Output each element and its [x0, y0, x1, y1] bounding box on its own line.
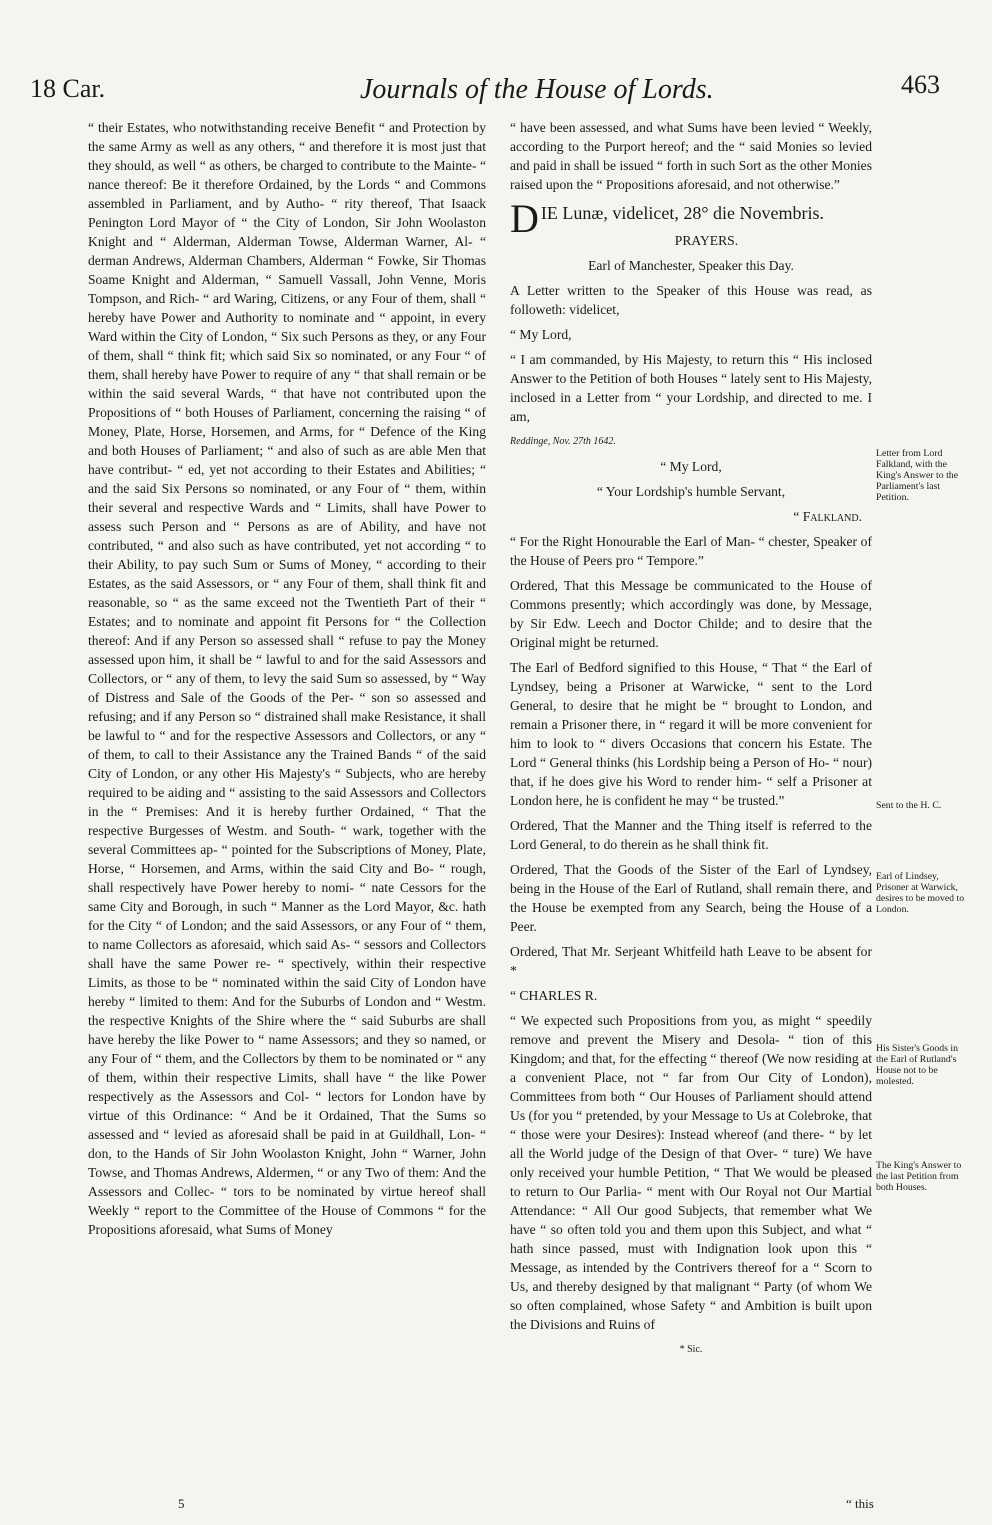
footnote-sic: * Sic. [679, 1344, 703, 1355]
order-referred-lord-general: Ordered, That the Manner and the Thing itself is referred to the Lord General, to do therein as he shall think fit. [510, 818, 872, 852]
ordinance-continuation: “ have been assessed, and what Sums have been levied “ Weekly, according to the Purport hereof; and the “ said Monies so levied and paid in shall be issued “ forth in such Sort as the other Monies raised upon the “ Propositions aforesaid, and not otherwise.” [510, 120, 872, 192]
order-sister-goods: Ordered, That the Goods of the Sister of the Earl of Lyndsey, being in the House of the Earl of Rutland, shall remain there, and the House be exempted from any Search, being the House of a Peer. [510, 862, 872, 934]
letter-humble-servant: “ Your Lordship's humble Servant, [596, 484, 786, 499]
margin-note-lindsey: Earl of Lindsey, Prisoner at Warwick, desires to be moved to London. [876, 871, 965, 915]
running-head-regnal-year: 18 Car. [30, 74, 106, 103]
running-head-title: Journals of the House of Lords. [360, 74, 714, 105]
king-answer-text: “ We expected such Propositions from you, as might “ speedily remove and prevent the Misery and Desola- “ tion of this Kingdom; and that, for the effecting “ thereof (We now residing at a convenient Place, not “ far from Our City of London), Committees from both “ Our Houses of Parliament should attend Us (for you “ pretended, by your Message to Us at Colebroke, that “ those were your Desires): Instead whereof (and there- “ by let all the World judge of the Design of that Over- “ ture) We have only received your humble Petition, “ That We would be pleased to return to Our Parlia- “ ment with Our Royal not Our Martial Attendance: “ All Our good Subjects, that remember what We have “ so often told you and them upon this Subject, and what “ hath since passed, must with Indignation look upon this “ Message, as intended by the Contrivers thereof for a “ Scorn to Us, and thereby designed by that malignant “ Party (of whom We so often complained, whose Safety “ and Ambition is built upon the Divisions and Ruins of [510, 1013, 872, 1332]
day-heading-text: IE Lunæ, videlicet, 28° die Novembris. [540, 203, 825, 223]
speaker-line: Earl of Manchester, Speaker this Day. [588, 258, 794, 273]
order-sent-to-commons: Ordered, That this Message be communicated to the House of Commons presently; which accordingly was done, by Message, by Sir Edw. Leech and Doctor Childe; and to desire that the Original might be returned. [510, 578, 872, 650]
earl-of-bedford-report: The Earl of Bedford signified to this House, “ That “ the Earl of Lyndsey, being a Prisoner at Warwicke, “ sent to the Lord General, to desire that he might be “ brought to London, and remain a Prisoner there, in “ regard it will be more convenient for him to look to “ divers Occasions that concern his Estate. The Lord “ General thinks (his Lordship being a Person of Ho- “ nour) that, if he does give his Word to render him- “ self a Prisoner at London here, he is confident he may “ be trusted.” [510, 660, 872, 808]
margin-note-sister-goods: His Sister's Goods in the Earl of Rutland's House not to be molested. [876, 1043, 959, 1087]
letter-place-date: Reddinge, Nov. 27th 1642. [510, 436, 616, 447]
king-signature-heading: “ CHARLES R. [510, 988, 598, 1003]
catchword: “ this [846, 1496, 874, 1511]
margin-note-sent: Sent to the H. C. [876, 800, 942, 811]
prayers-heading: PRAYERS. [674, 233, 739, 248]
letter-body: “ I am commanded, by His Majesty, to return this “ His inclosed Answer to the Petition of both Houses “ lately sent to His Majesty, inclosed in a Letter from “ your Lordship, and directed to me. I am, [510, 352, 872, 424]
order-whitfeild-leave: Ordered, That Mr. Serjeant Whitfeild hath Leave to be absent for * [510, 944, 872, 978]
running-head [30, 68, 940, 108]
day-heading-initial: D [510, 196, 539, 241]
left-column [88, 118, 490, 1245]
letter-closing-salutation: “ My Lord, [660, 459, 722, 474]
right-column [510, 118, 872, 1359]
letter-address: “ For the Right Honourable the Earl of Man- “ chester, Speaker of the House of Peers pro “ Tempore.” [510, 534, 872, 568]
letter-intro: A Letter written to the Speaker of this House was read, as followeth: videlicet, [510, 283, 872, 317]
letter-signature: “ Falkland. [793, 509, 862, 524]
margin-note-king-answer: The King's Answer to the last Petition from both Houses. [876, 1160, 962, 1193]
ordinance-text: “ their Estates, who notwithstanding receive Benefit “ and Protection by the same Army as well as any others, “ and therefore it is most just that they should, as well “ as others, be charged to contribute to the Mainte- “ nance thereof: Be it therefore Ordained, by the Lords “ and Commons assembled in Parliament, and by Autho- “ rity thereof, That Isaack Penington Lord Mayor of “ the City of London, Sir John Woolaston Knight and “ Alderman, Alderman Towse, Alderman Warner, Al- “ derman Andrews, Alderman Chambers, Alderman “ Fowke, Sir Thomas Soame Knight and Alderman, “ Samuell Vassall, John Venne, Moris Tompson, and Rich- “ ard Waring, Citizens, or any Four of them, shall “ hereby have Power and Authority to nominate and “ appoint, in every Ward within the City of London, “ Six such Persons as they, or any Four of them, shall “ think fit; which said Six so nominated, or any Four “ of them, shall hereby have Power to require of any “ that shall remain or be within the said several Wards, “ that have not contributed upon the Propositions of “ both Houses of Parliament, concerning the raising “ of Money, Plate, Horse, Horsemen, and Arms, for “ Defence of the King and both Houses of Parliament; “ and also of such as are able Men that have contribut- “ ed, yet not according to their Estates and Abilities; “ and the said Six Persons so nominated, or any Four of “ them, within their several and respective Wards and “ Limits, shall have Power to assess such Person and “ Persons as are of Ability, and have not contributed, “ and also such as have contributed, yet not according “ to their Ability, to pay such Sum or Sums of Money, “ according to their Estates, as the said Assessors, or “ any Four of them, shall think fit and reasonable, so “ as the same exceed not the Twentieth Part of their “ Estates; and to nominate and appoint fit Persons for “ the Collection thereof: And if any Person so assessed shall “ refuse to pay the Money assessed upon him, it shall be “ lawful to and for the said Assessors and Collectors, or “ any of them, to levy the said Sum so assessed, by “ Way of Distress and Sale of the Goods of the Per- “ son so assessed and refusing; and if any Person so “ distrained shall make Resistance, it shall be lawful to “ and for the respective Assessors and Collectors, or any “ of them, to call to their Assistance any the Trained Bands “ of the said City of London, or any other His Majesty's “ Subjects, who are hereby required to be aiding and “ assisting to the said Assessors and Collectors in the “ Premises: And it is hereby further Ordained, “ That the respective Burgesses of Westm. and South- “ wark, together with the several Committees ap- “ pointed for the Subscriptions of Money, Plate, Horse, “ Horsemen, and Arms, within the said City and Bo- “ rough, shall respectively have Power hereby to nomi- “ nate Cessors for the same City and Borough, in such “ Manner as the Lord Mayor, &c. hath for the City “ of London; and the said Assessors, or any Four of “ them, to name Collectors as aforesaid, which said As- “ sessors and Collectors shall have the same Power re- “ spectively, within their respective Limits, as those to be “ nominated within the said City of London have hereby “ limited to them: And for the Suburbs of London and “ Westm. the respective Knights of the Shire where the “ said Suburbs are shall have hereby the like Power to “ name Assessors; and they so named, or any Four of “ them, and the Collectors by them to be nominated or “ any of them, within their respective Limits, shall have “ the like Power respectively as the Assessors and Col- “ lectors for London have by virtue of this Ordinance: “ And be it Ordained, That the Sums so assessed and “ levied as aforesaid shall be paid in at Guildhall, Lon- “ don, to the Hands of Sir John Woolaston Knight, John “ Warner, John Towse, and Thomas Andrews, Aldermen, “ or any Two of them: And the Assessors and Collec- “ tors to be nominated by virtue hereof shall Weekly “ report to the Committee of the House of Commons “ for the Propositions aforesaid, what Sums of Money [88, 120, 490, 1237]
letter-salutation: “ My Lord, [510, 327, 572, 342]
signature-mark: 5 [178, 1496, 185, 1511]
margin-note-letter: Letter from Lord Falkland, with the King's Answer to the Parliament's last Petition. [876, 448, 959, 503]
page-number: 463 [901, 70, 940, 99]
